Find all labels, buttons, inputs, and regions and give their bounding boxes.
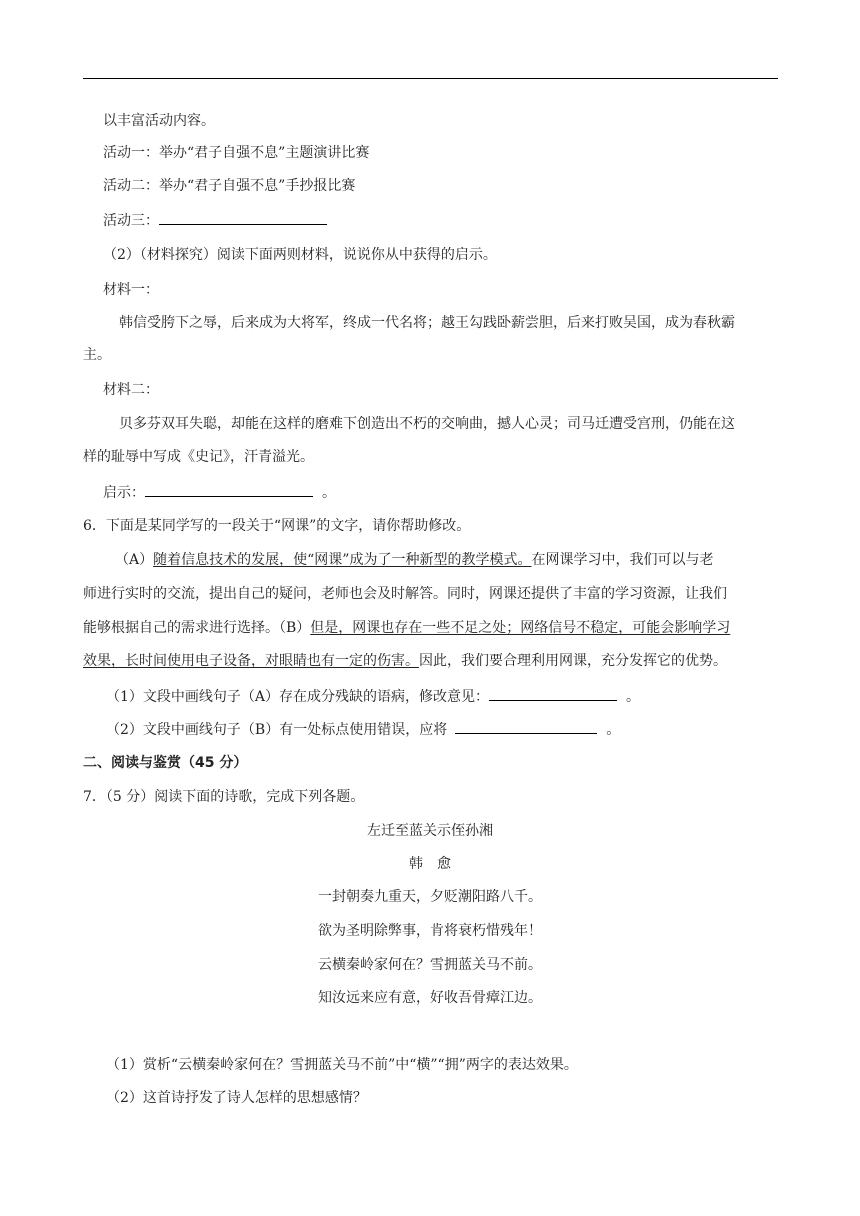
poem-line: 一封朝奏九重天，夕贬潮阳路八千。: [318, 889, 542, 905]
passage-line: [83, 618, 730, 638]
insight-line: [103, 482, 336, 503]
material-one-text: 韩信受胯下之辱，后来成为大将军，终成一代名将；越王勾践卧薪尝胆，后来打败吴国，成为春秋霸: [119, 315, 735, 331]
period: 。: [322, 485, 336, 501]
activity-three: [103, 210, 327, 231]
passage-line: [115, 550, 713, 570]
material-one-text-cont: 主。: [83, 347, 111, 363]
poem-author: 韩 愈: [409, 856, 451, 872]
poem-title: 左迁至蓝关示侄孙湘: [367, 823, 493, 839]
poem-line: 欲为圣明除弊事，肯将衰朽惜残年！: [318, 923, 542, 939]
question-7-1: （1）赏析“云横秦岭家何在？雪拥蓝关马不前”中“横”“拥”两字的表达效果。: [106, 1057, 578, 1073]
period: 。: [626, 689, 641, 705]
question-text: （2）文段中画线句子（B）有一处标点使用错误，应将: [106, 722, 448, 738]
question-6: 6．下面是某同学写的一段关于“网课”的文字，请你帮助修改。: [83, 518, 471, 534]
insight-label: 启示：: [103, 485, 145, 501]
text-line: 以丰富活动内容。: [103, 113, 215, 129]
material-two-text-cont: 样的耻辱中写成《史记》，汗青溢光。: [83, 449, 314, 465]
underlined-sentence-b: 但是，网课也存在一些不足之处；网络信号不稳定，可能会影响学习: [310, 620, 731, 636]
answer-blank[interactable]: [145, 482, 313, 497]
activity-one: 活动一：举办“君子自强不息”主题演讲比赛: [103, 145, 370, 161]
period: 。: [606, 722, 621, 738]
material-two-text: 贝多芬双耳失聪，却能在这样的磨难下创造出不朽的交响曲，撼人心灵；司马迁遭受宫刑，仍能在这: [119, 416, 735, 432]
question-6-2: [106, 719, 620, 740]
material-two-label: 材料二：: [103, 382, 159, 398]
passage-line: [83, 651, 727, 671]
poem-line: 云横秦岭家何在？雪拥蓝关马不前。: [318, 957, 542, 973]
passage-line: 师进行实时的交流，提出自己的疑问，老师也会及时解答。同时，网课还提供了丰富的学习资源，让我们: [83, 586, 727, 602]
answer-blank[interactable]: [159, 210, 327, 225]
answer-blank[interactable]: [455, 719, 597, 734]
passage-text: 在网课学习中，我们可以与老: [531, 552, 714, 568]
passage-text: 因此，我们要合理利用网课，充分发挥它的优势。: [419, 653, 727, 669]
material-one-label: 材料一：: [103, 282, 159, 298]
question-7: 7．（5 分）阅读下面的诗歌，完成下列各题。: [83, 789, 365, 805]
underlined-sentence-b-cont: 效果，长时间使用电子设备，对眼睛也有一定的伤害。: [83, 653, 419, 669]
label-a: （A）: [115, 552, 154, 568]
activity-two: 活动二：举办“君子自强不息”手抄报比赛: [103, 178, 356, 194]
question-7-2: （2）这首诗抒发了诗人怎样的思想感情？: [106, 1090, 367, 1106]
question-text: （1）文段中画线句子（A）存在成分残缺的语病，修改意见：: [106, 689, 490, 705]
poem-line: 知汝远来应有意，好收吾骨瘴江边。: [318, 990, 542, 1006]
question-6-1: [106, 686, 640, 707]
underlined-sentence-a: 随着信息技术的发展，使“网课”成为了一种新型的教学模式。: [153, 552, 532, 568]
activity-three-label: 活动三：: [103, 213, 159, 229]
section-heading: 二、阅读与鉴赏（45 分）: [83, 755, 248, 771]
passage-text: 能够根据自己的需求进行选择。（B）: [83, 620, 311, 636]
question-5-2: （2）（材料探究）阅读下面两则材料，说说你从中获得的启示。: [103, 247, 497, 263]
header-rule: [83, 78, 778, 79]
answer-blank[interactable]: [489, 686, 617, 701]
